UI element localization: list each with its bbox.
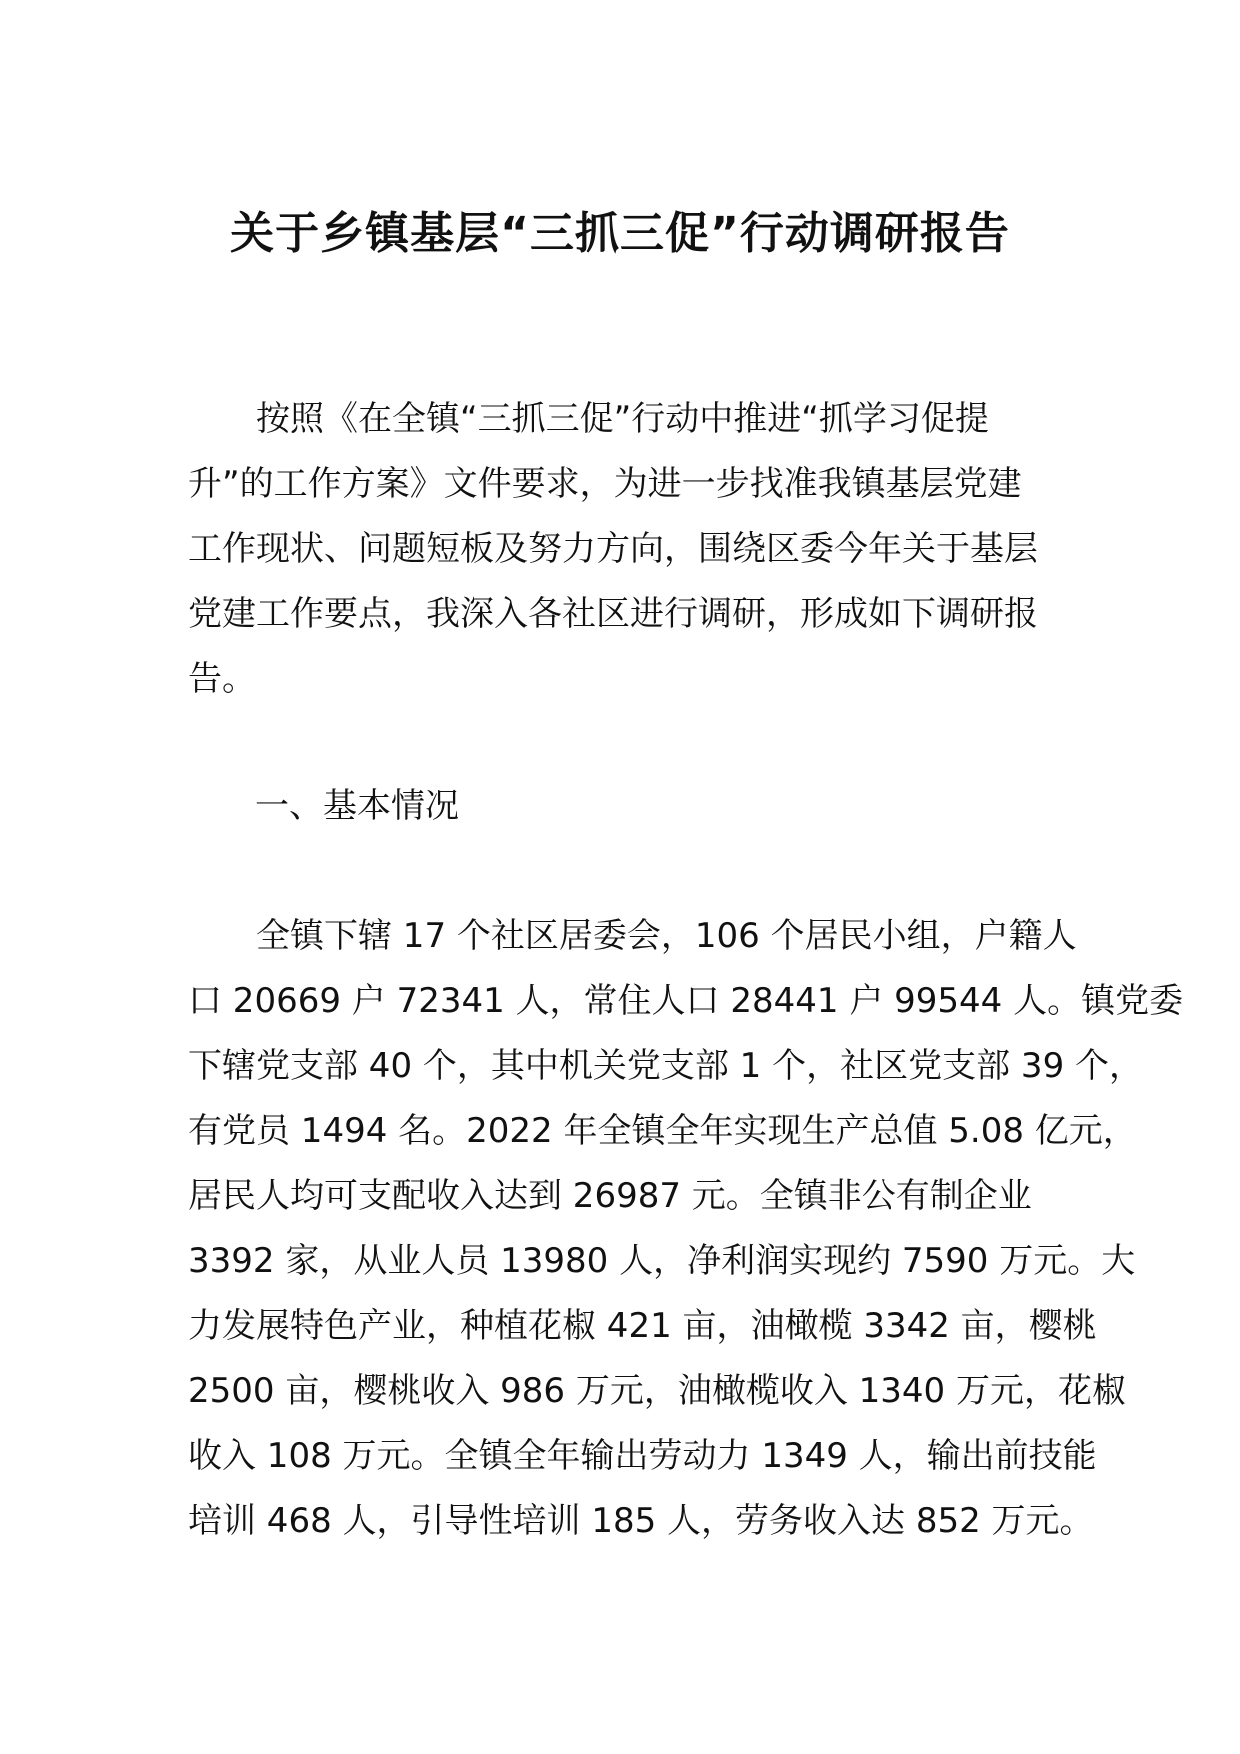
intro-paragraph [188, 387, 1060, 712]
basic-info-line: 居民人均可支配收入达到 26987 元。全镇非公有制企业 [188, 1176, 1032, 1216]
section-heading-basic-info: 一、基本情况 [255, 786, 459, 826]
basic-info-line: 3392 家，从业人员 13980 人，净利润实现约 7590 万元。大 [188, 1241, 1136, 1281]
intro-line: 工作现状、问题短板及努力方向，围绕区委今年关于基层 [188, 529, 1038, 569]
intro-line: 党建工作要点，我深入各社区进行调研，形成如下调研报 [188, 594, 1038, 634]
basic-info-paragraph [188, 904, 1184, 1554]
document-title: 关于乡镇基层“三抓三促”行动调研报告 [230, 208, 1010, 259]
basic-info-line: 力发展特色产业，种植花椒 421 亩，油橄榄 3342 亩，樱桃 [188, 1306, 1097, 1346]
intro-line: 按照《在全镇“三抓三促”行动中推进“抓学习促提 [256, 399, 989, 439]
basic-info-line: 收入 108 万元。全镇全年输出劳动力 1349 人，输出前技能 [188, 1436, 1097, 1476]
intro-line: 告。 [188, 659, 256, 699]
intro-line: 升”的工作方案》文件要求，为进一步找准我镇基层党建 [188, 464, 1022, 504]
basic-info-line: 下辖党支部 40 个，其中机关党支部 1 个，社区党支部 39 个， [188, 1046, 1144, 1086]
basic-info-line: 口 20669 户 72341 人，常住人口 28441 户 99544 人。镇党委 [188, 981, 1184, 1021]
basic-info-line: 培训 468 人，引导性培训 185 人，劳务收入达 852 万元。 [188, 1501, 1094, 1541]
basic-info-line: 2500 亩，樱桃收入 986 万元，油橄榄收入 1340 万元，花椒 [188, 1371, 1126, 1411]
basic-info-line: 全镇下辖 17 个社区居委会，106 个居民小组，户籍人 [256, 916, 1077, 956]
basic-info-line: 有党员 1494 名。2022 年全镇全年实现生产总值 5.08 亿元， [188, 1111, 1137, 1151]
